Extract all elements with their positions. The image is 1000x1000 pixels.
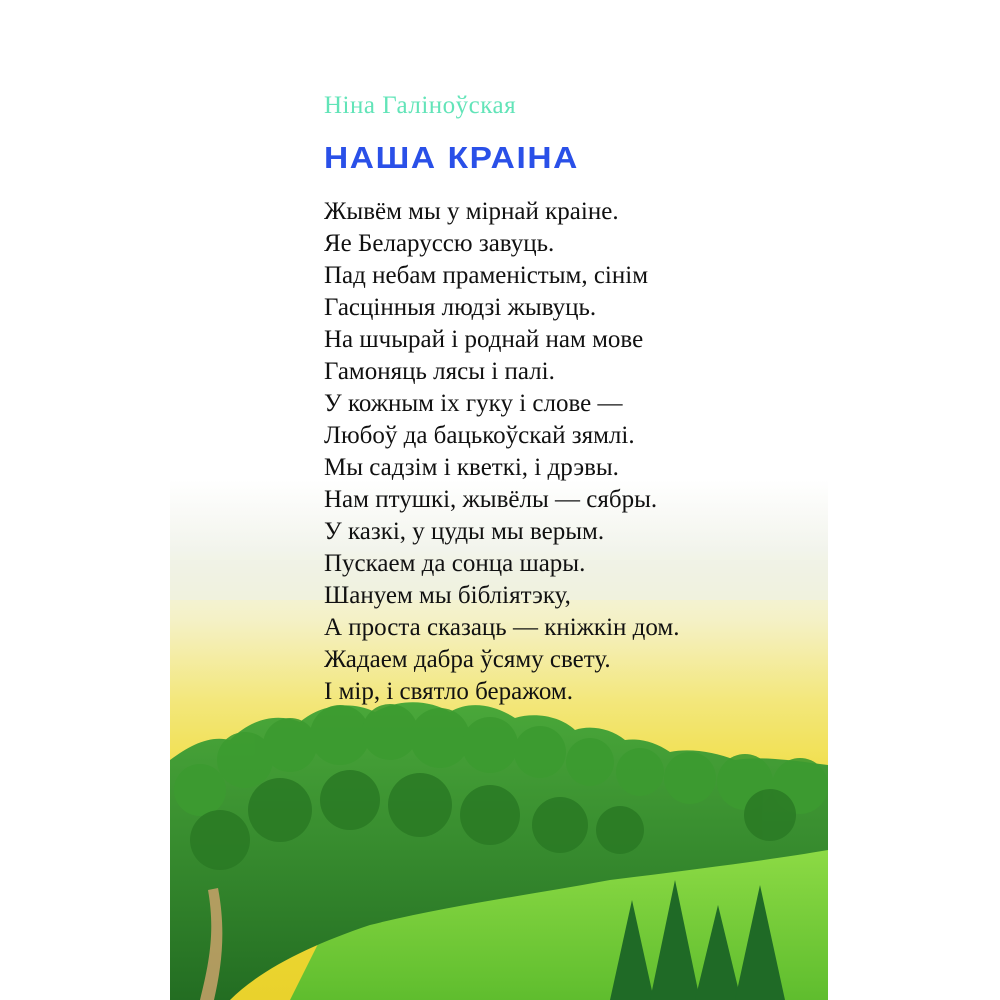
poem-line: Жывём мы у мірнай краіне. [324,198,619,225]
poem-title: НАША КРАІНА [324,140,579,175]
poem-line: Нам птушкі, жывёлы — сябры. [324,486,658,513]
poem-line: У казкі, у цуды мы верым. [324,518,605,545]
poem-line: Жадаем дабра ўсяму свету. [324,646,611,673]
poem-line: А проста сказаць — кніжкін дом. [324,614,680,641]
poem-line: На шчырай і роднай нам мове [324,326,644,353]
poem-line: Шануем мы бібліятэку, [324,582,571,609]
book-page [170,0,828,1000]
poem-author: Ніна Галіноўская [324,92,517,119]
poem-text [324,196,679,708]
poem-line: Пад небам праменістым, сінім [324,262,649,289]
poem-line: І мір, і святло беражом. [324,678,573,705]
poem-line: Яе Беларуссю завуць. [324,230,555,257]
poem-line: Гамоняць лясы і палі. [324,358,555,385]
poem-line: Мы садзім і кветкі, і дрэвы. [324,454,619,481]
poem-line: Пускаем да сонца шары. [324,550,586,577]
poem-line: Любоў да бацькоўскай зямлі. [324,422,635,449]
poem-line: Гасцінныя людзі жывуць. [324,294,597,321]
poem-line: У кожным іх гуку і слове — [324,390,623,417]
